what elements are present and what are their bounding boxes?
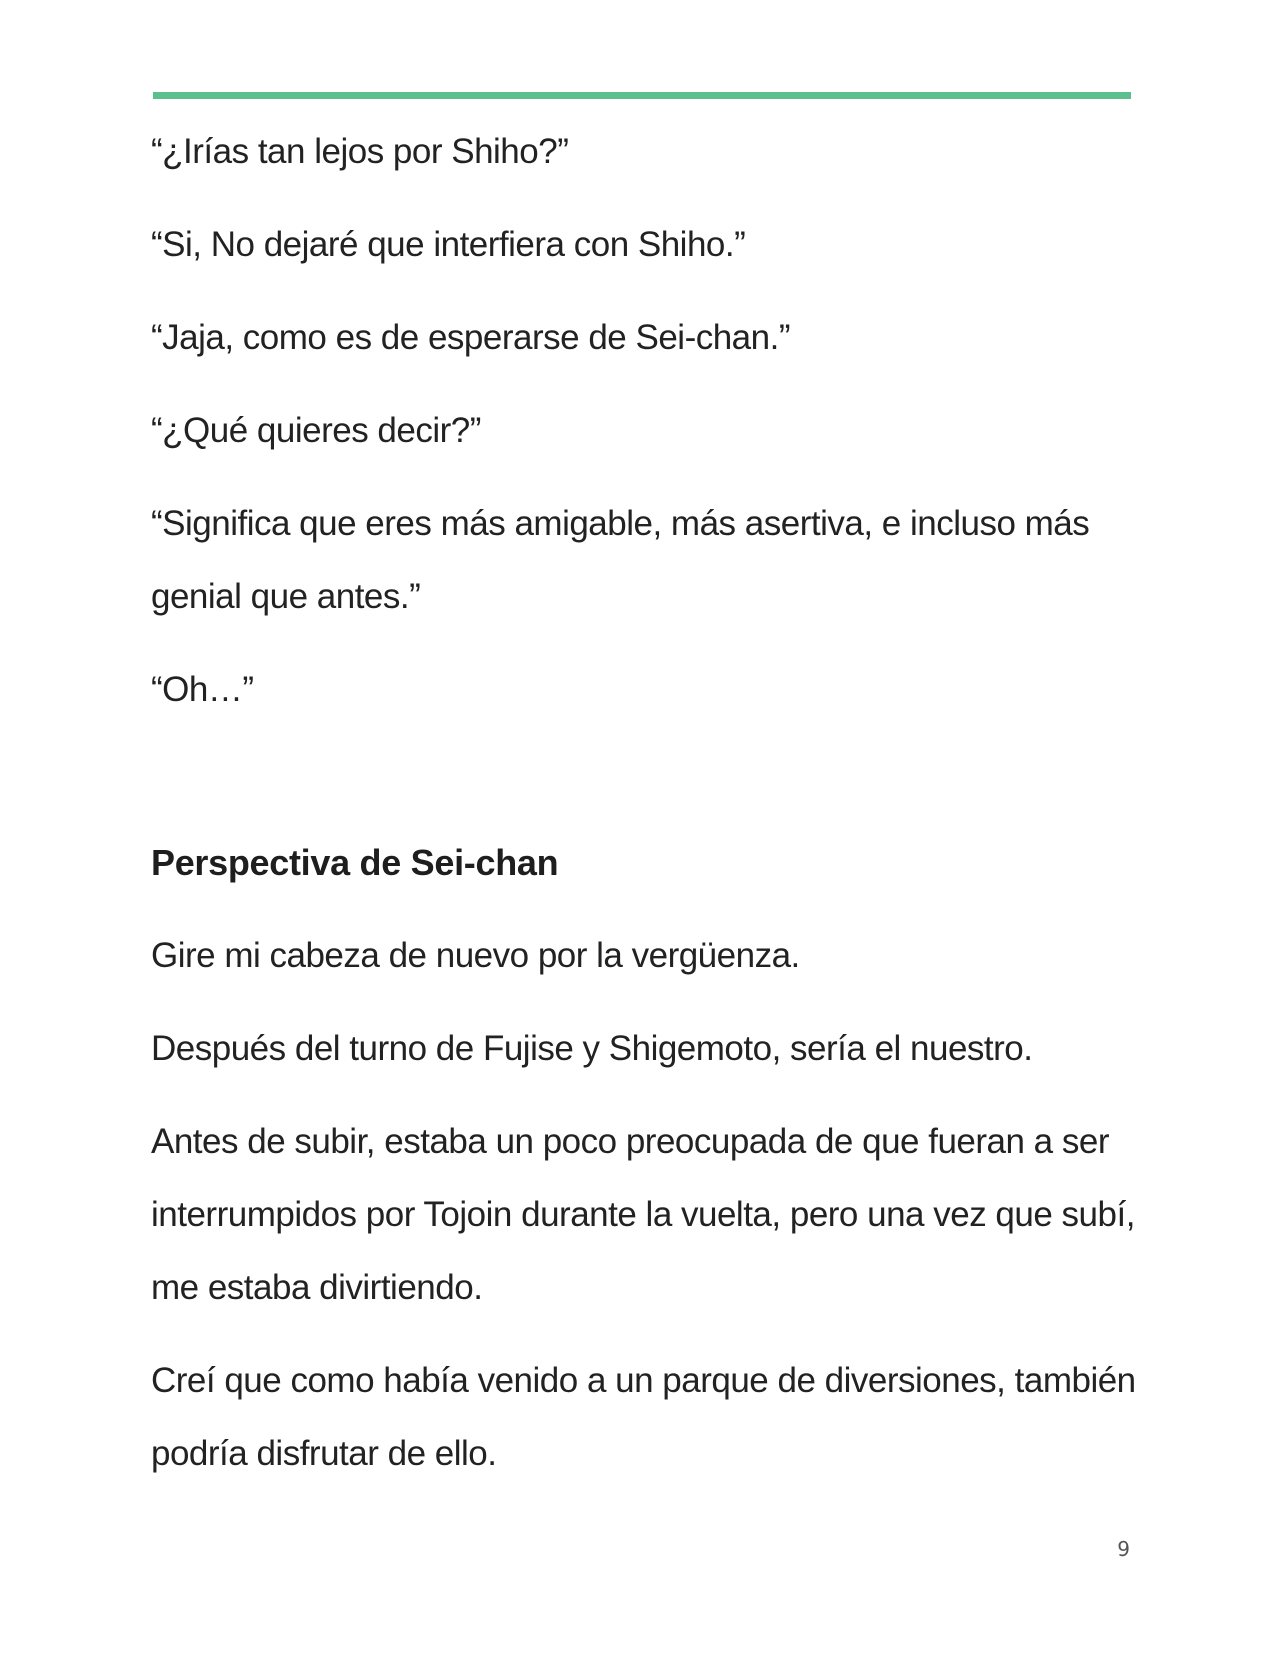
paragraph: Gire mi cabeza de nuevo por la vergüenza. bbox=[151, 936, 800, 975]
paragraph: Antes de subir, estaba un poco preocupada de que fueran a ser interrumpidos por Tojoin durante la vuelta, pero una vez que subí, me estaba divirtiendo. bbox=[151, 1122, 1135, 1307]
paragraph: “¿Qué quieres decir?” bbox=[151, 411, 481, 450]
paragraph: “Jaja, como es de esperarse de Sei-chan.” bbox=[151, 318, 790, 357]
page-body bbox=[151, 115, 1136, 1510]
section-heading: Perspectiva de Sei-chan bbox=[151, 842, 559, 883]
top-accent-rule bbox=[153, 92, 1131, 99]
page-number: 9 bbox=[1117, 1537, 1130, 1561]
paragraph: “¿Irías tan lejos por Shiho?” bbox=[151, 132, 569, 171]
paragraph: “Si, No dejaré que interfiera con Shiho.” bbox=[151, 225, 746, 264]
paragraph: Después del turno de Fujise y Shigemoto, sería el nuestro. bbox=[151, 1029, 1033, 1068]
paragraph: Creí que como había venido a un parque de diversiones, también podría disfrutar de ello. bbox=[151, 1361, 1136, 1473]
paragraph: “Oh…” bbox=[151, 670, 254, 709]
paragraph: “Significa que eres más amigable, más asertiva, e incluso más genial que antes.” bbox=[151, 504, 1090, 616]
